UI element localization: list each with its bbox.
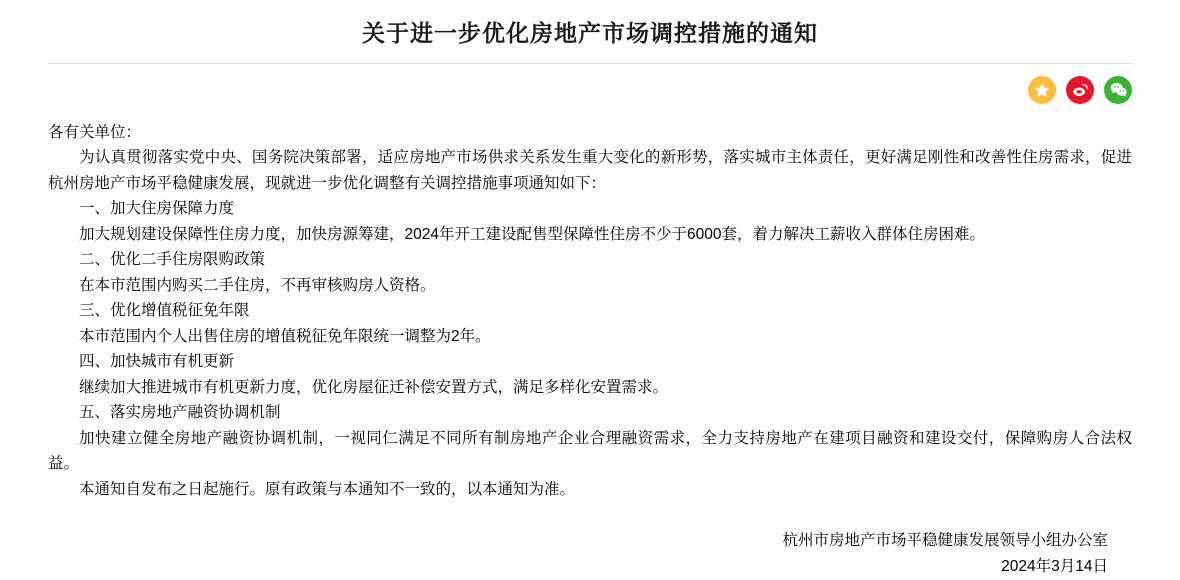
section-body-4: 继续加大推进城市有机更新力度，优化房屋征迁补偿安置方式，满足多样化安置需求。 [79, 378, 669, 396]
document-body [48, 120, 1132, 503]
signature-block [0, 528, 1132, 580]
section-heading-3: 三、优化增值税征免年限 [79, 302, 250, 319]
page-title: 关于进一步优化房地产市场调控措施的通知 [362, 20, 818, 46]
section-body-1: 加大规划建设保障性住房力度，加快房源筹建，2024年开工建设配售型保障性住房不少于6000套，着力解决工薪收入群体住房困难。 [79, 225, 985, 243]
issue-date: 2024年3月14日 [1001, 558, 1108, 575]
section-body-3: 本市范围内个人出售住房的增值税征免年限统一调整为2年。 [79, 327, 491, 345]
paragraph-closing: 本通知自发布之日起施行。原有政策与本通知不一致的，以本通知为准。 [79, 480, 576, 498]
weibo-share-icon[interactable] [1066, 76, 1094, 104]
section-heading-5: 五、落实房地产融资协调机制 [79, 404, 281, 421]
title-divider [48, 63, 1132, 64]
section-body-5: 加快建立健全房地产融资协调机制，一视同仁满足不同所有制房地产企业合理融资需求，全力支持房地产在建项目融资和建设交付，保障购房人合法权益。 [48, 429, 1132, 472]
share-toolbar [0, 74, 1132, 106]
wechat-share-icon[interactable] [1104, 76, 1132, 104]
salutation: 各有关单位： [48, 123, 142, 141]
paragraph-intro: 为认真贯彻落实党中央、国务院决策部署，适应房地产市场供求关系发生重大变化的新形势，落实城市主体责任，更好满足刚性和改善性住房需求，促进杭州房地产市场平稳健康发展，现就进一步优化调整有关调控措施事项通知如下： [48, 149, 1132, 192]
section-body-2: 在本市范围内购买二手住房，不再审核购房人资格。 [79, 276, 436, 294]
qzone-share-icon[interactable] [1028, 76, 1056, 104]
section-heading-1: 一、加大住房保障力度 [79, 200, 235, 217]
issuing-organization: 杭州市房地产市场平稳健康发展领导小组办公室 [782, 532, 1108, 549]
section-heading-4: 四、加快城市有机更新 [79, 353, 235, 370]
section-heading-2: 二、优化二手住房限购政策 [79, 251, 266, 268]
